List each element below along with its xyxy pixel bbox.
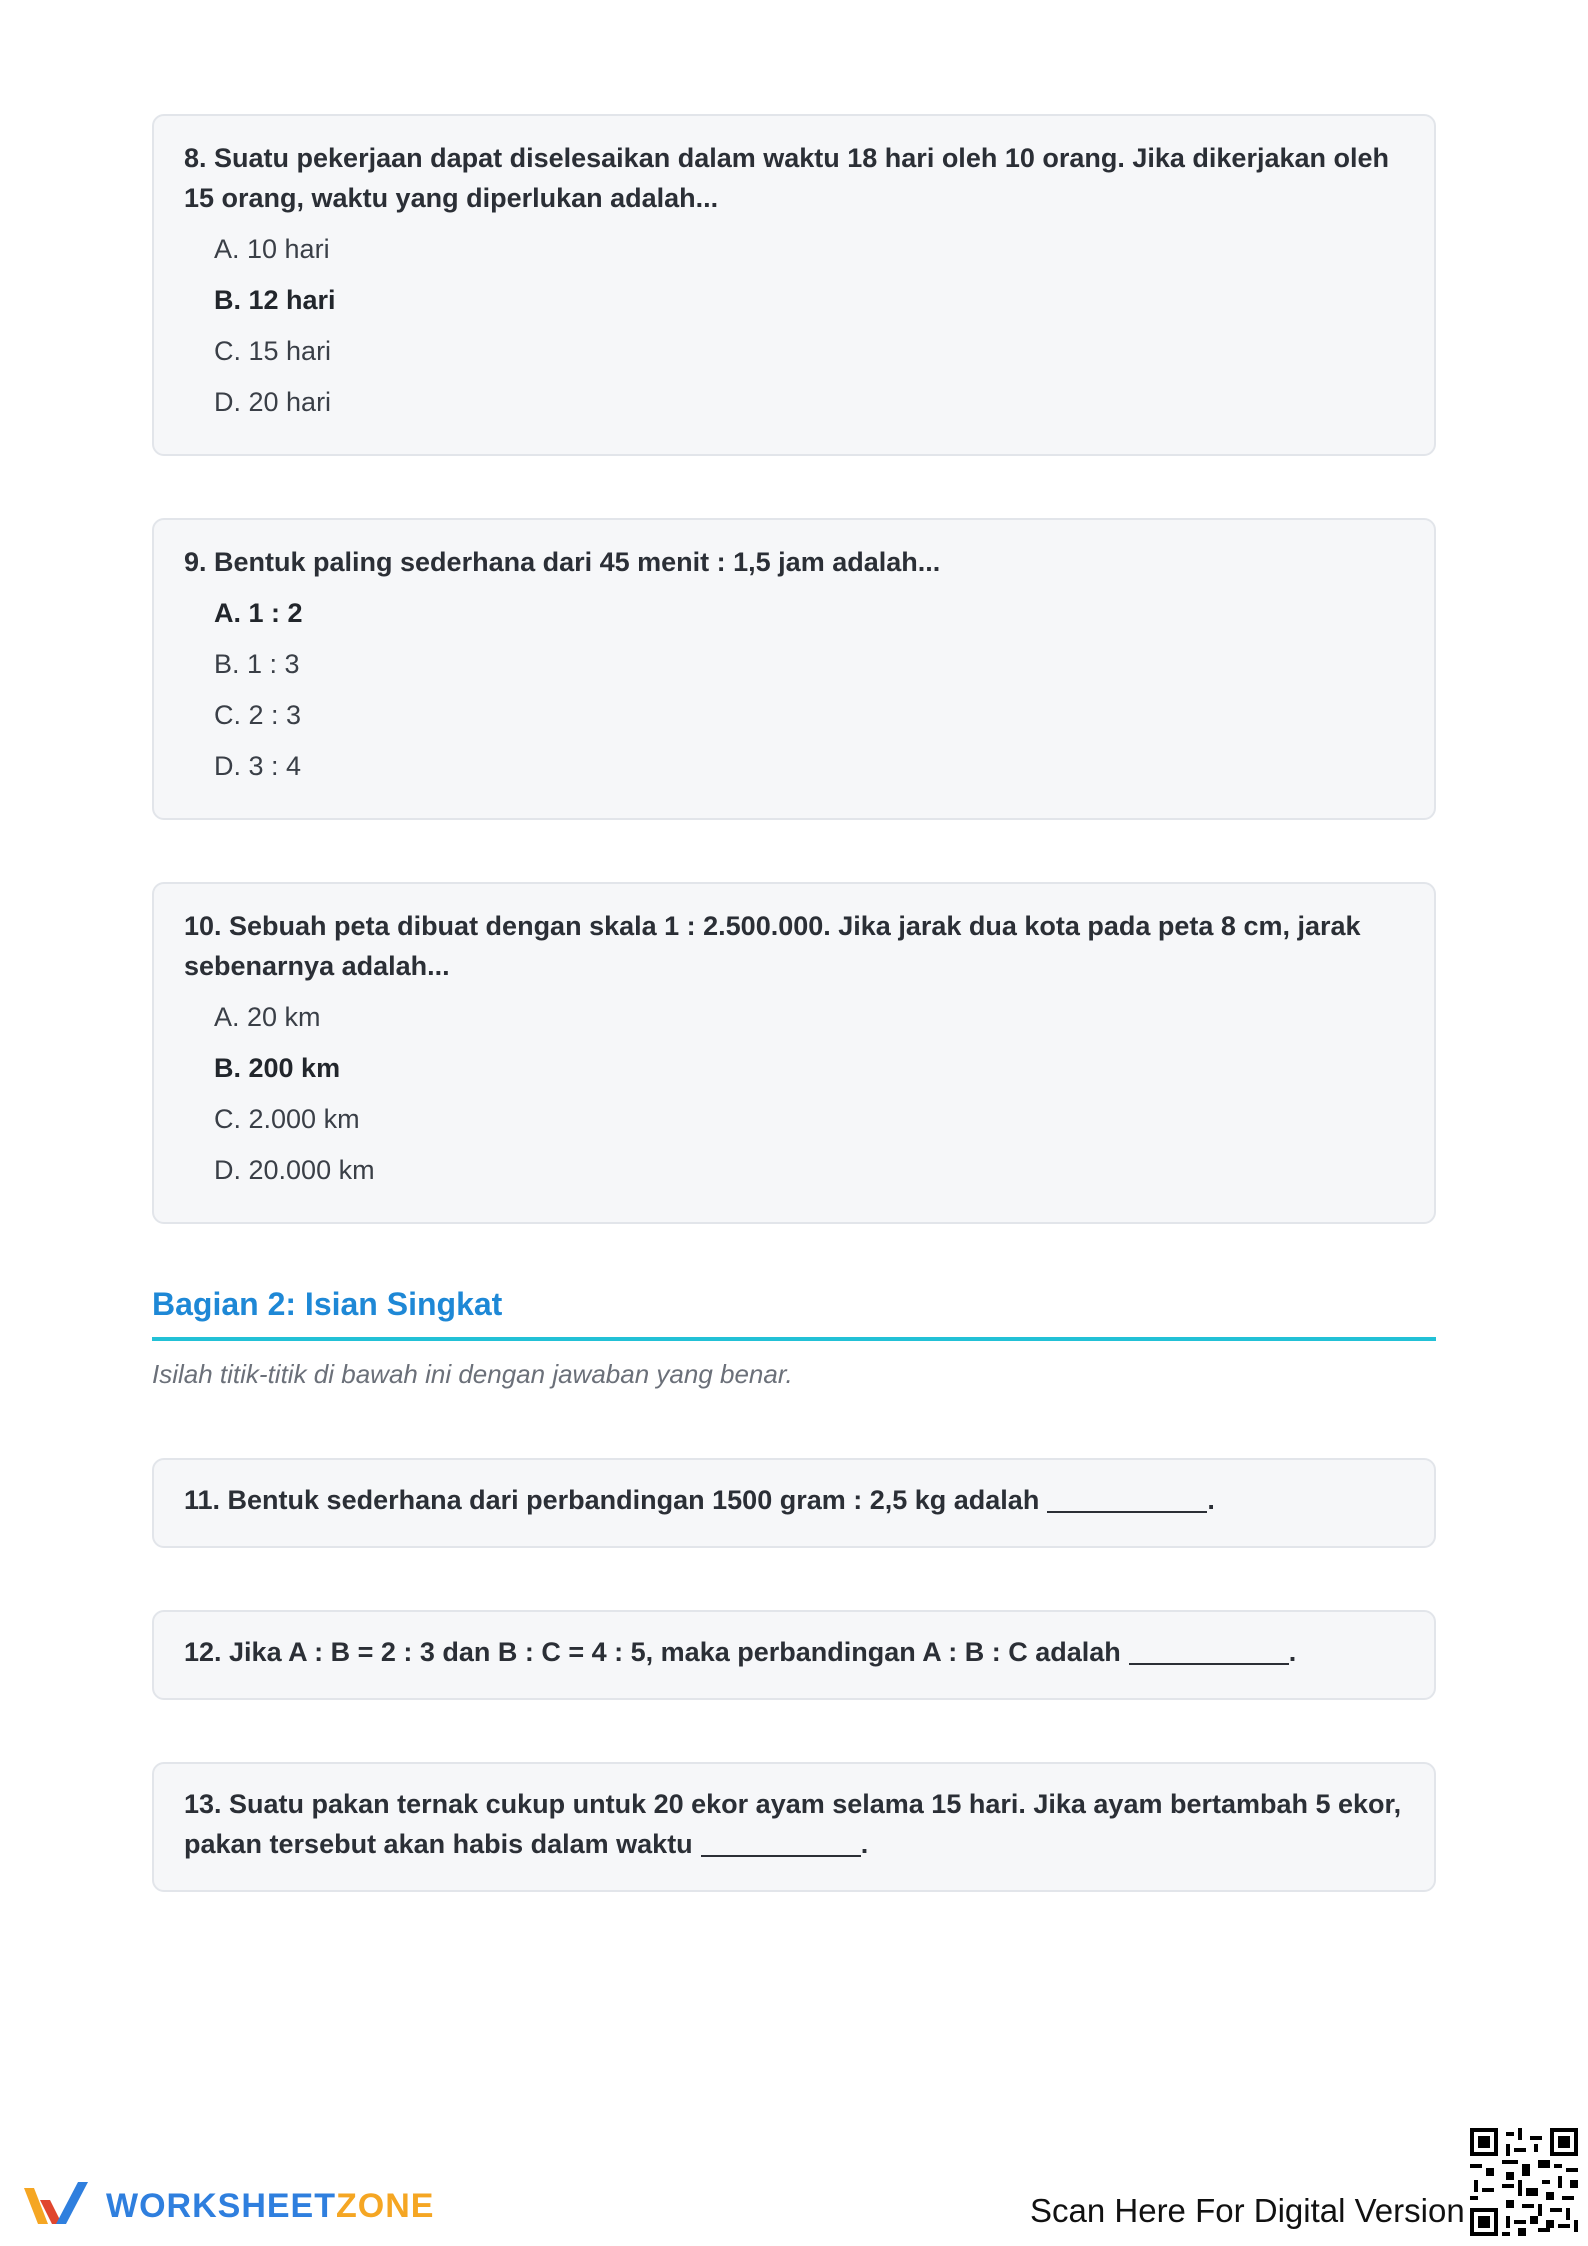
question-text: 10. Sebuah peta dibuat dengan skala 1 : 2.500.000. Jika jarak dua kota pada peta 8 cm, jarak sebenarnya adalah...	[184, 911, 1361, 981]
answer-blank[interactable]	[701, 1827, 861, 1857]
brand-name-part1: WORKSHEET	[106, 2186, 336, 2225]
fill-question-body: 13. Suatu pakan ternak cukup untuk 20 ekor ayam selama 15 hari. Jika ayam bertambah 5 ekor, pakan tersebut akan habis dalam waktu	[184, 1789, 1402, 1859]
question-text: 8. Suatu pekerjaan dapat diselesaikan dalam waktu 18 hari oleh 10 orang. Jika dikerjakan oleh 15 orang, waktu yang diperlukan adalah...	[184, 143, 1389, 213]
question-text: 9. Bentuk paling sederhana dari 45 menit : 1,5 jam adalah...	[184, 547, 941, 577]
fill-question-body: 12. Jika A : B = 2 : 3 dan B : C = 4 : 5, maka perbandingan A : B : C adalah	[184, 1637, 1121, 1667]
options-list	[184, 992, 1404, 1196]
option-b: B. 1 : 3	[214, 649, 300, 679]
fill-question-card-13	[152, 1762, 1436, 1892]
worksheet-content	[152, 114, 1436, 1954]
option-a-correct: A. 1 : 2	[214, 598, 303, 628]
options-list	[184, 588, 1404, 792]
brand-name	[106, 2187, 434, 2226]
option-b-correct: B. 12 hari	[214, 285, 336, 315]
qr-code-icon[interactable]	[1470, 2128, 1578, 2236]
options-list	[184, 224, 1404, 428]
fill-question-text	[184, 1784, 1404, 1864]
fill-question-suffix: .	[1288, 1637, 1297, 1667]
answer-blank[interactable]	[1047, 1483, 1207, 1513]
option-b-correct: B. 200 km	[214, 1053, 341, 1083]
fill-question-text	[184, 1632, 1404, 1672]
option-d: D. 20.000 km	[214, 1155, 375, 1185]
option-d: D. 3 : 4	[214, 751, 302, 781]
worksheetzone-logo[interactable]	[20, 2178, 434, 2234]
section-title: Bagian 2: Isian Singkat	[152, 1286, 1436, 1341]
fill-question-suffix: .	[860, 1829, 869, 1859]
fill-question-card-11	[152, 1458, 1436, 1548]
fill-question-text	[184, 1480, 1404, 1520]
brand-name-part2: ZONE	[336, 2186, 435, 2225]
option-c: C. 2.000 km	[214, 1104, 360, 1134]
fill-question-body: 11. Bentuk sederhana dari perbandingan 1500 gram : 2,5 kg adalah	[184, 1485, 1040, 1515]
question-card-8	[152, 114, 1436, 456]
fill-question-card-12	[152, 1610, 1436, 1700]
option-a: A. 20 km	[214, 1002, 321, 1032]
answer-blank[interactable]	[1129, 1635, 1289, 1665]
option-c: C. 2 : 3	[214, 700, 302, 730]
option-d: D. 20 hari	[214, 387, 332, 417]
question-card-9	[152, 518, 1436, 820]
fill-question-suffix: .	[1207, 1485, 1215, 1515]
option-c: C. 15 hari	[214, 336, 332, 366]
option-a: A. 10 hari	[214, 234, 330, 264]
question-card-10	[152, 882, 1436, 1224]
worksheetzone-logo-icon	[20, 2178, 92, 2234]
scan-caption: Scan Here For Digital Version	[1030, 2192, 1465, 2229]
section-description: Isilah titik-titik di bawah ini dengan jawaban yang benar.	[152, 1359, 793, 1389]
